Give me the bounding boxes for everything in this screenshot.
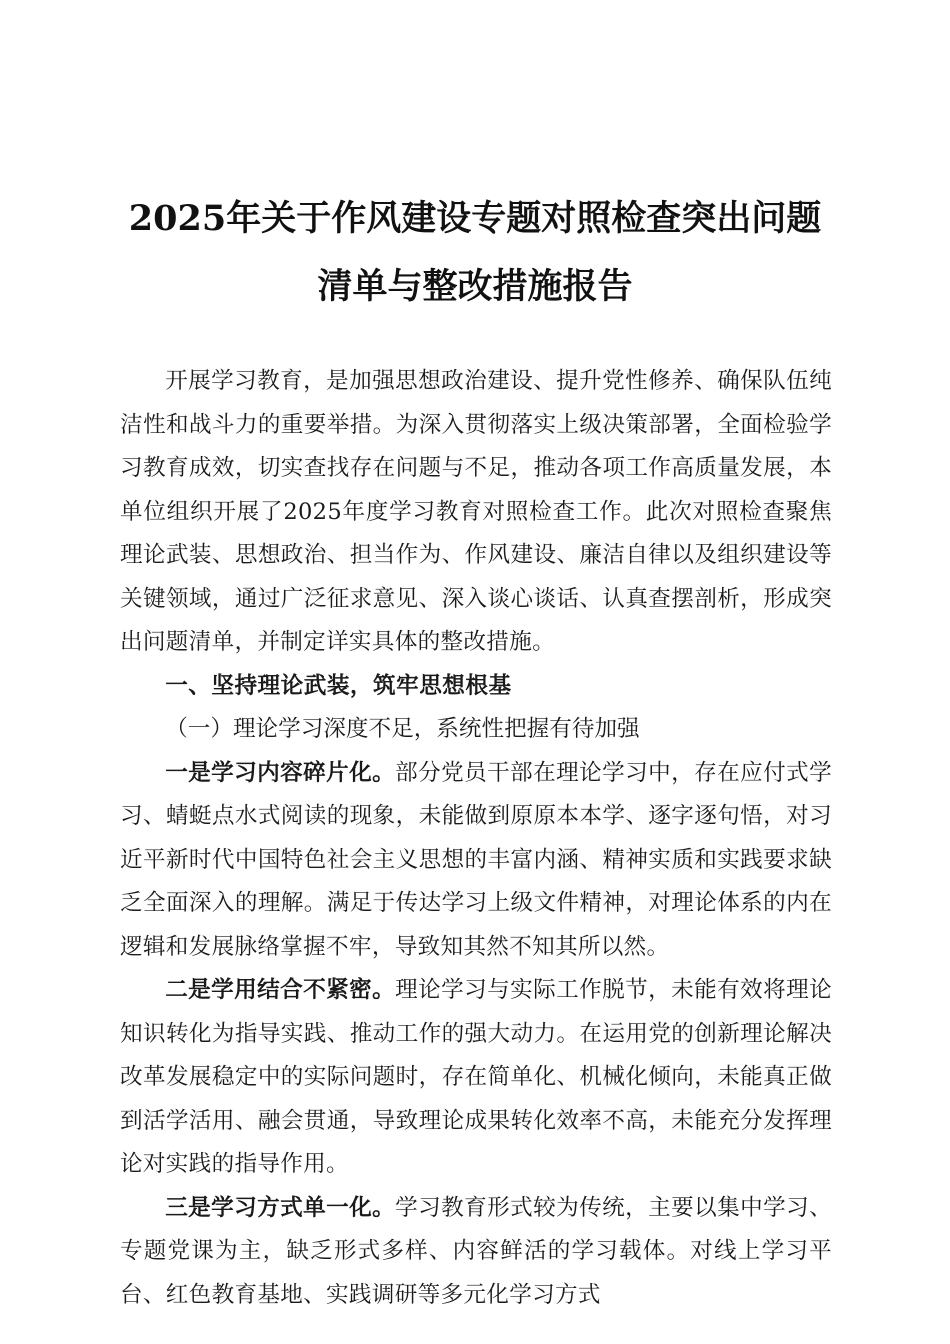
item-lead-2: 二是学用结合不紧密。 [165,977,396,1003]
subsection-heading: （一）理论学习深度不足，系统性把握有待加强 [165,716,640,742]
item-paragraph-3 [120,1187,832,1318]
item-text-2: 理论学习与实际工作脱节，未能有效将理论知识转化为指导实践、推动工作的强大动力。在运用党的创新理论解决改革发展稳定中的实际问题时，存在简单化、机械化倾向，未能真正做到活学活用、融会贯通，导致理论成果转化效率不高，未能充分发挥理论对实践的指导作用。 [120,977,833,1177]
document-body [120,360,832,1317]
document-title-line-1: 2025年关于作风建设专题对照检查突出问题 [128,198,822,239]
item-lead-1: 一是学习内容碎片化。 [165,759,396,786]
document-title-line-2: 清单与整改措施报告 [317,266,633,307]
item-paragraph-1 [120,752,832,970]
section-heading: 一、坚持理论武装，筑牢思想根基 [165,672,512,699]
item-text-3: 学习教育形式较为传统，主要以集中学习、专题党课为主，缺乏形式多样、内容鲜活的学习载体。对线上学习平台、红色教育基地、实践调研等多元化学习方式 [120,1194,833,1308]
item-paragraph-2 [120,969,832,1187]
item-text-1: 部分党员干部在理论学习中，存在应付式学习、蜻蜓点水式阅读的现象，未能做到原原本本学、逐字逐句悟，对习近平新时代中国特色社会主义思想的丰富内涵、精神实质和实践要求缺乏全面深入的理解。满足于传达学习上级文件精神，对理论体系的内在逻辑和发展脉络掌握不牢，导致知其然不知其所以然。 [120,759,833,960]
intro-paragraph: 开展学习教育，是加强思想政治建设、提升党性修养、确保队伍纯洁性和战斗力的重要举措。为深入贯彻落实上级决策部署，全面检验学习教育成效，切实查找存在问题与不足，推动各项工作高质量发展，本单位组织开展了2025年度学习教育对照检查工作。此次对照检查聚焦理论武装、思想政治、担当作为、作风建设、廉洁自律以及组织建设等关键领域，通过广泛征求意见、深入谈心谈话、认真查摆剖析，形成突出问题清单，并制定详实具体的整改措施。 [120,368,832,655]
item-lead-3: 三是学习方式单一化。 [165,1194,396,1221]
